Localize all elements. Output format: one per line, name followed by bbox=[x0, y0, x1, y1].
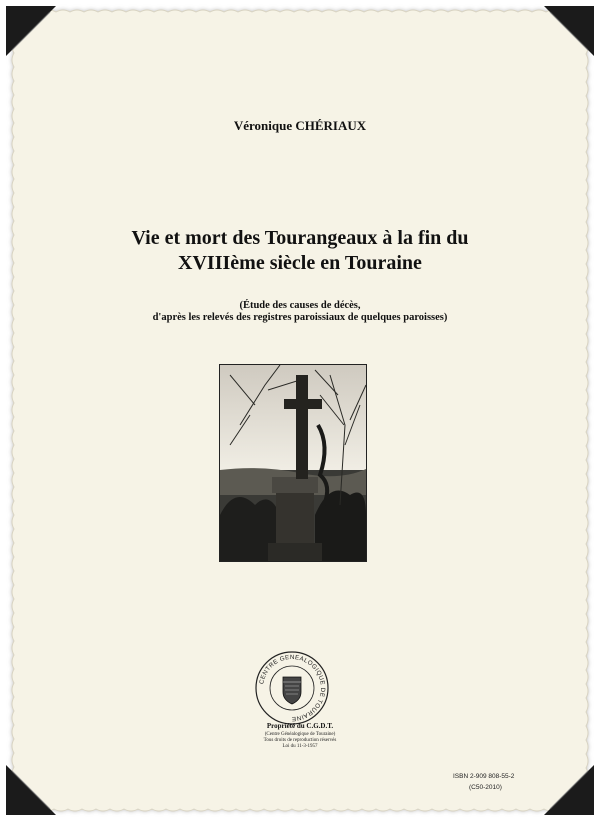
title-line-2: XVIIIème siècle en Touraine bbox=[178, 252, 422, 274]
property-subline-2: Tous droits de reproduction réservés bbox=[263, 738, 337, 743]
catalog-code: (C50-2010) bbox=[469, 784, 502, 791]
subtitle-line-2: d'après les relevés des registres paroissiaux de quelques paroisses) bbox=[152, 312, 448, 323]
isbn-number: ISBN 2-909 808-55-2 bbox=[453, 773, 515, 780]
cgdt-seal bbox=[252, 648, 332, 728]
title-line-1: Vie et mort des Tourangeaux à la fin du bbox=[131, 227, 469, 249]
photo-corner-top-left bbox=[6, 6, 56, 56]
photo-corner-bottom-left bbox=[6, 765, 56, 815]
property-notice: Propriété du C.G.D.T. bbox=[266, 722, 334, 730]
seal-ring-text: CENTRE GENEALOGIQUE DE TOURAINE bbox=[258, 653, 327, 723]
author-name: Véronique CHÉRIAUX bbox=[233, 118, 367, 133]
cross-photograph bbox=[219, 364, 367, 562]
property-subline-1: (Centre Généalogique de Touraine) bbox=[264, 732, 336, 737]
property-subline-3: Loi du 11-3-1957 bbox=[282, 744, 318, 749]
subtitle-line-1: (Étude des causes de décès, bbox=[239, 300, 361, 311]
photo-corner-bottom-right bbox=[544, 765, 594, 815]
photo-corner-top-right bbox=[544, 6, 594, 56]
